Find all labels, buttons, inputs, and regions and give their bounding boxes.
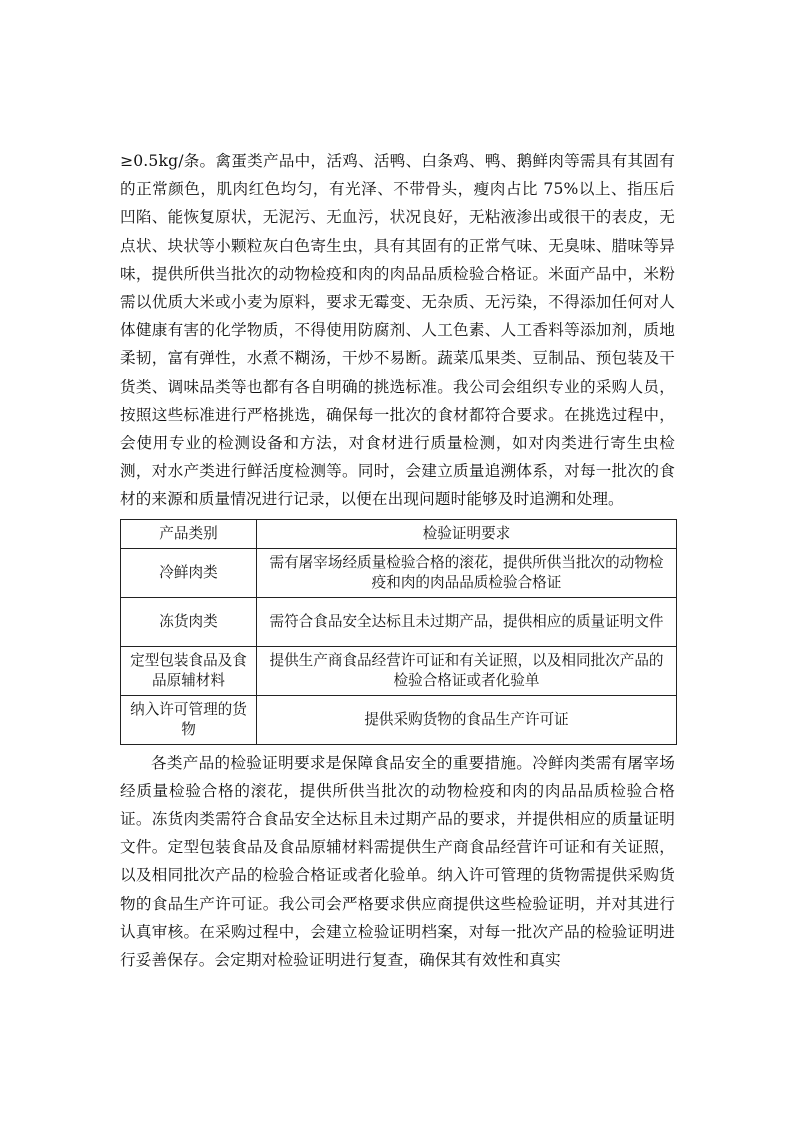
table-header-row (121, 519, 677, 548)
row-requirement: 提供生产商食品经营许可证和有关证照，以及相同批次产品的检验合格证或者化验单 (257, 646, 677, 695)
row-requirement: 需符合食品安全达标且未过期产品，提供相应的质量证明文件 (257, 597, 677, 646)
document-page (120, 147, 675, 974)
closing-paragraph: 各类产品的检验证明要求是保障食品安全的重要措施。冷鲜肉类需有屠宰场经质量检验合格的滚花，提供所供当批次的动物检疫和肉的肉品品质检验合格证。冻货肉类需符合食品安全达标且未过期产品的要求，并提供相应的质量证明文件。定型包装食品及食品原辅材料需提供生产商食品经营许可证和有关证照，以及相同批次产品的检验合格证或者化验单。纳入许可管理的货物需提供采购货物的食品生产许可证。我公司会严格要求供应商提供这些检验证明，并对其进行认真审核。在采购过程中，会建立检验证明档案，对每一批次产品的检验证明进行妥善保存。会定期对检验证明进行复查，确保其有效性和真实 (120, 753, 675, 970)
row-category: 定型包装食品及食品原辅材料 (121, 646, 257, 695)
header-category: 产品类别 (121, 519, 257, 548)
header-requirement: 检验证明要求 (257, 519, 677, 548)
inspection-requirements-table (120, 519, 677, 745)
row-requirement: 需有屠宰场经质量检验合格的滚花，提供所供当批次的动物检疫和肉的肉品品质检验合格证 (257, 548, 677, 597)
table-row (121, 695, 677, 744)
row-category: 冷鲜肉类 (121, 548, 257, 597)
table-row (121, 548, 677, 597)
table-row (121, 646, 677, 695)
row-category: 冻货肉类 (121, 597, 257, 646)
table-row (121, 597, 677, 646)
row-requirement: 提供采购货物的食品生产许可证 (257, 695, 677, 744)
intro-paragraph: ≥0.5kg/条。禽蛋类产品中，活鸡、活鸭、白条鸡、鸭、鹅鲜肉等需具有其固有的正常颜色，肌肉红色均匀，有光泽、不带骨头，瘦肉占比 75%以上、指压后凹陷、能恢复原状，无泥污、无血污，状况良好，无粘液渗出或很干的表皮，无点状、块状等小颗粒灰白色寄生虫，具有其固有的正常气味、无臭味、腊味等异味，提供所供当批次的动物检疫和肉的肉品品质检验合格证。米面产品中，米粉需以优质大米或小麦为原料，要求无霉变、无杂质、无污染，不得添加任何对人体健康有害的化学物质，不得使用防腐剂、人工色素、人工香料等添加剂，质地柔韧，富有弹性，水煮不糊汤，干炒不易断。蔬菜瓜果类、豆制品、预包装及干货类、调味品类等也都有各自明确的挑选标准。我公司会组织专业的采购人员，按照这些标准进行严格挑选，确保每一批次的食材都符合要求。在挑选过程中，会使用专业的检测设备和方法，对食材进行质量检测，如对肉类进行寄生虫检测，对水产类进行鲜活度检测等。同时，会建立质量追溯体系，对每一批次的食材的来源和质量情况进行记录，以便在出现问题时能够及时追溯和处理。 (120, 152, 675, 509)
row-category: 纳入许可管理的货物 (121, 695, 257, 744)
